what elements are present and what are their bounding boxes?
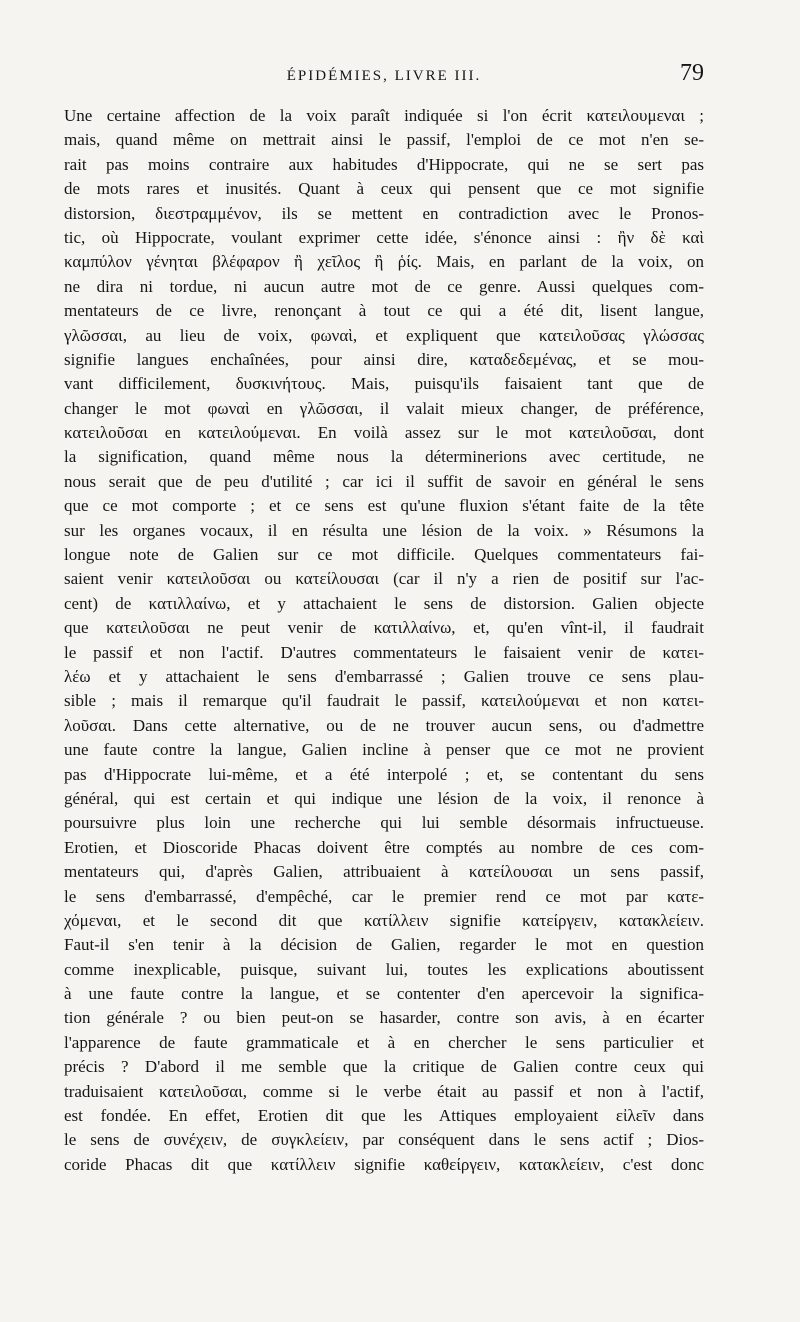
text-line: rait pas moins contraire aux habitudes d'Hippocrate, qui ne se sert pas [64,154,704,174]
text-line: γλῶσσαι, au lieu de voix, φωναὶ, et expliquent que κατειλοῦσας γλώσσας [64,325,704,345]
text-line: mentateurs qui, d'après Galien, attribuaient à κατείλουσαι un sens passif, [64,862,704,882]
text-line: pas d'Hippocrate lui-même, et a été interpolé ; et, se contentant du sens [64,764,704,784]
text-line: est fondée. En effet, Erotien dit que les Attiques employaient εἰλεῖν dans [64,1106,704,1126]
text-line: λέω et y attachaient le sens d'embarrassé ; Galien trouve ce sens plau- [64,666,704,686]
text-line: tion générale ? ou bien peut-on se hasarder, contre son avis, à en écarter [64,1008,704,1028]
body-text [64,104,704,1177]
text-line: coride Phacas dit que κατίλλειν signifie καθείργειν, κατακλείειν, c'est donc [64,1154,704,1174]
text-line: traduisaient κατειλοῦσαι, comme si le verbe était au passif et non à l'actif, [64,1081,704,1101]
text-line: ne dira ni tordue, ni aucun autre mot de ce genre. Aussi quelques com- [64,276,704,296]
text-line: comme inexplicable, puisque, suivant lui, toutes les explications aboutissent [64,959,704,979]
text-line: l'apparence de faute grammaticale et à en chercher le sens particulier et [64,1032,704,1052]
text-line: le sens d'embarrassé, d'empêché, car le premier rend ce mot par κατε- [64,886,704,906]
text-line: général, qui est certain et qui indique une lésion de la voix, il renonce à [64,788,704,808]
text-line: précis ? D'abord il me semble que la critique de Galien contre ceux qui [64,1057,704,1077]
text-line: à une faute contre la langue, et se contenter d'en apercevoir la significa- [64,984,704,1004]
page-header [64,60,704,100]
text-line: le sens de συνέχειν, de συγκλείειν, par conséquent dans le sens actif ; Dios- [64,1130,704,1150]
text-line: signifie langues enchaînées, pour ainsi dire, καταδεδεμένας, et se mou- [64,349,704,369]
text-line: καμπύλον γένηται βλέφαρον ἢ χεῖλος ἢ ῥίς. Mais, en parlant de la voix, on [64,252,704,272]
text-line: saient venir κατειλοῦσαι ou κατείλουσαι (car il n'y a rien de positif sur l'ac- [64,569,704,589]
text-line: cent) de κατιλλαίνω, et y attachaient le sens de distorsion. Galien objecte [64,593,704,613]
page-number: 79 [680,60,704,86]
text-line: une faute contre la langue, Galien incline à penser que ce mot ne provient [64,740,704,760]
text-line: la signification, quand même nous la déterminerions avec certitude, ne [64,447,704,467]
text-line: nous serait que de peu d'utilité ; car ici il suffit de savoir en général le sens [64,471,704,491]
text-line: changer le mot φωναὶ en γλῶσσαι, il valait mieux changer, de préférence, [64,398,704,418]
text-line: λοῦσαι. Dans cette alternative, ou de ne trouver aucun sens, ou d'admettre [64,715,704,735]
text-line: tic, où Hippocrate, voulant exprimer cette idée, s'énonce ainsi : ἢν δὲ καὶ [64,227,704,247]
text-line: distorsion, διεστραμμένον, ils se mettent en contradiction avec le Pronos- [64,203,704,223]
text-line: mentateurs de ce livre, renonçant à tout ce qui a été dit, lisent langue, [64,301,704,321]
text-line: κατειλοῦσαι en κατειλούμεναι. En voilà assez sur le mot κατειλοῦσαι, dont [64,423,704,443]
text-line: Faut-il s'en tenir à la décision de Galien, regarder le mot en question [64,935,704,955]
text-line: que ce mot comporte ; et ce sens est qu'une fluxion s'étant faite de la tête [64,496,704,516]
text-line: longue note de Galien sur ce mot difficile. Quelques commentateurs fai- [64,545,704,565]
text-line: de mots rares et inusités. Quant à ceux qui pensent que ce mot signifie [64,179,704,199]
text-line: Erotien, et Dioscoride Phacas doivent être comptés au nombre de ces com- [64,837,704,857]
text-line: sur les organes vocaux, il en résulta une lésion de la voix. » Résumons la [64,520,704,540]
text-line: le passif et non l'actif. D'autres commentateurs le faisaient venir de κατει- [64,642,704,662]
text-line: mais, quand même on mettrait ainsi le passif, l'emploi de ce mot n'en se- [64,130,704,150]
text-line: sible ; mais il remarque qu'il faudrait le passif, κατειλούμεναι et non κατει- [64,691,704,711]
text-line: que κατειλοῦσαι ne peut venir de κατιλλαίνω, et, qu'en vînt-il, il faudrait [64,618,704,638]
text-line: vant difficilement, δυσκινήτους. Mais, puisqu'ils faisaient tant que de [64,374,704,394]
text-line: χόμεναι, et le second dit que κατίλλειν signifie κατείργειν, κατακλείειν. [64,910,704,930]
text-line: poursuivre plus loin une recherche qui lui semble désormais infructueuse. [64,813,704,833]
running-title: ÉPIDÉMIES, LIVRE III. [286,68,482,84]
text-line: Une certaine affection de la voix paraît indiquée si l'on écrit κατειλουμεναι ; [64,106,704,125]
